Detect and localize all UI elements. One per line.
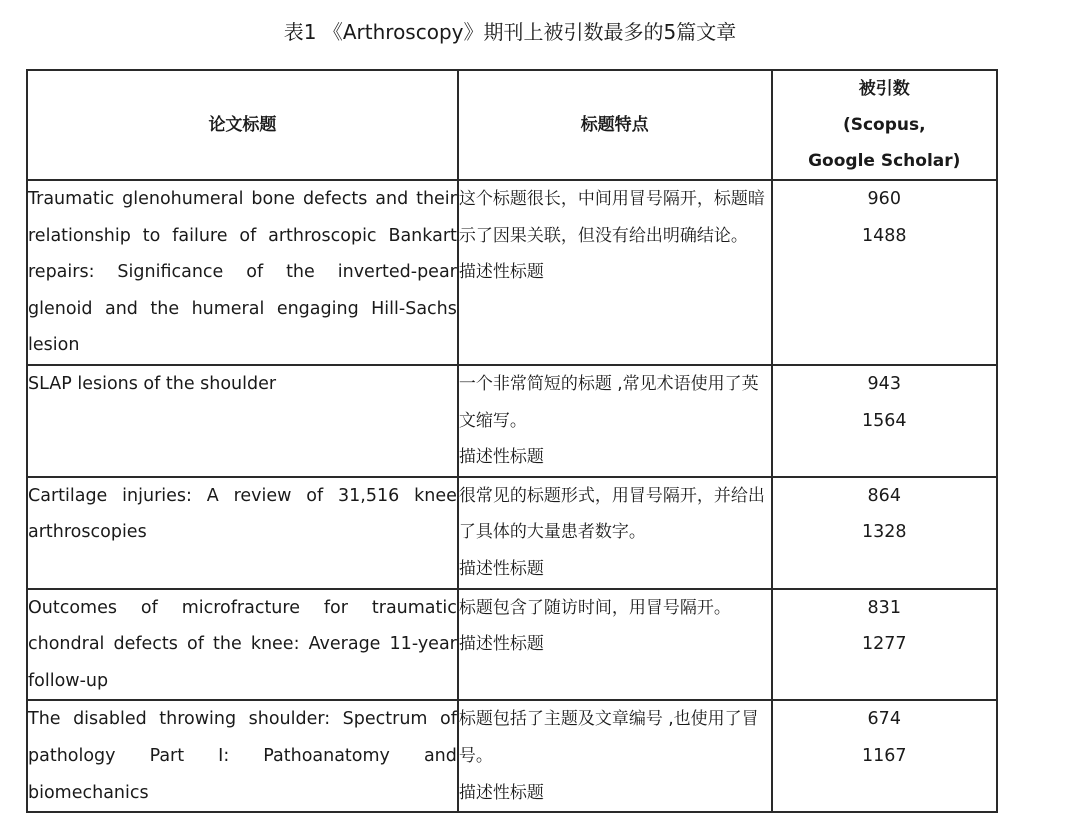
paper-title-cell: The disabled throwing shoulder: Spectrum of pathology Part I: Pathoanatomy and biomechanics	[27, 700, 458, 812]
header-paper-title: 论文标题	[27, 70, 458, 180]
citations-cell	[772, 700, 997, 812]
header-citations-source-2: Google Scholar)	[808, 151, 961, 171]
title-features-cell	[458, 365, 772, 477]
table-row	[27, 700, 997, 812]
citations-table	[26, 69, 998, 813]
scopus-count: 831	[867, 597, 901, 618]
scopus-count: 864	[867, 485, 901, 506]
citations-cell	[772, 589, 997, 701]
header-citations-source-1: (Scopus,	[842, 115, 926, 135]
citations-cell	[772, 477, 997, 589]
title-type: 描述性标题	[458, 634, 544, 655]
scopus-count: 674	[867, 709, 901, 730]
feature-text: 很常见的标题形式，用冒号隔开，并给出了具体的大量患者数字。	[458, 485, 765, 543]
table-row	[27, 180, 997, 365]
scopus-count: 960	[867, 189, 901, 209]
paper-title-cell: Traumatic glenohumeral bone defects and their relationship to failure of arthroscopic Bankart repairs: Significance of the inverted-pear glenoid and the humeral engaging Hill-Sachs lesion	[27, 180, 458, 365]
table-caption: 表1 《Arthroscopy》期刊上被引数最多的5篇文章	[283, 20, 737, 44]
paper-title-cell: SLAP lesions of the shoulder	[27, 365, 458, 477]
title-type: 描述性标题	[458, 262, 544, 283]
google-scholar-count: 1277	[861, 634, 907, 655]
title-features-cell	[458, 477, 772, 589]
scopus-count: 943	[867, 373, 901, 394]
feature-text: 一个非常简短的标题 ,常见术语使用了英文缩写。	[458, 373, 759, 431]
title-type: 描述性标题	[458, 447, 544, 468]
paper-title-cell: Cartilage injuries: A review of 31,516 knee arthroscopies	[27, 477, 458, 589]
header-title-features: 标题特点	[458, 70, 772, 180]
citations-cell	[772, 365, 997, 477]
google-scholar-count: 1488	[861, 225, 907, 246]
table-row	[27, 365, 997, 477]
feature-text: 这个标题很长，中间用冒号隔开，标题暗示了因果关联，但没有给出明确结论。	[458, 189, 765, 246]
title-features-cell	[458, 589, 772, 701]
title-features-cell	[458, 700, 772, 812]
title-features-cell	[458, 180, 772, 365]
table-row	[27, 477, 997, 589]
header-citations	[772, 70, 997, 180]
feature-text: 标题包括了主题及文章编号 ,也使用了冒号。	[458, 709, 759, 766]
google-scholar-count: 1564	[861, 410, 907, 431]
table-row	[27, 589, 997, 701]
title-type: 描述性标题	[458, 558, 544, 579]
paper-title-cell: Outcomes of microfracture for traumatic chondral defects of the knee: Average 11-year follow-up	[27, 589, 458, 701]
feature-text: 标题包含了随访时间，用冒号隔开。	[458, 597, 731, 618]
citations-cell	[772, 180, 997, 365]
title-type: 描述性标题	[458, 782, 544, 803]
google-scholar-count: 1328	[861, 522, 907, 543]
table-header-row	[27, 70, 997, 180]
google-scholar-count: 1167	[861, 745, 907, 766]
header-citations-label: 被引数	[858, 79, 910, 99]
